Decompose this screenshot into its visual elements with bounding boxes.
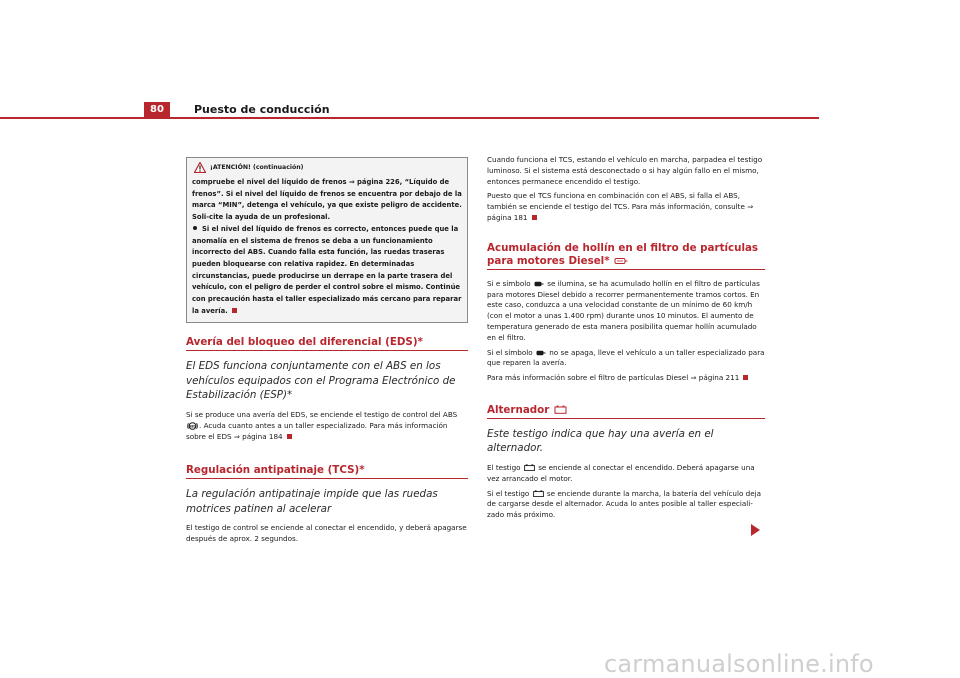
dpf-heading-text: Acumulación de hollín en el filtro de partículas para motores Diesel* [487, 241, 759, 267]
dpf-text-2a: Si el símbolo [487, 347, 533, 357]
alternator-text-1b: se enciende al conectar el encendido. Deberá apagarse una vez arrancado el motor. [487, 462, 755, 483]
left-column [186, 157, 468, 549]
alternator-text-1a: El testigo [487, 462, 521, 472]
alternator-paragraph-2 [487, 489, 765, 521]
alternator-paragraph-1 [487, 463, 765, 485]
tcs-flash-paragraph: Cuando funciona el TCS, estando el vehículo en marcha, parpadea el testigo luminoso. Si el sistema está desconectado o si hay algún fallo en el mismo, entonces permanece encendido el testigo. [487, 155, 763, 186]
page-title: Puesto de conducción [194, 103, 330, 116]
warning-text-2: Si el nivel del líquido de frenos es correcto, entonces puede que la anomalía en el sistema de frenos se deba a un funcionamiento incorrecto del ABS. Cuando falla esta función, las ruedas traseras pueden bloquearse con relativa rapidez. En determinadas circunstancias, puede producirse un derrape en la parte trasera del vehículo, con el peligro de perder el control sobre el mismo. Continúe con precaución hasta el taller especializado más cercano para reparar la avería. [192, 224, 462, 315]
alternator-heading-text: Alternador [487, 403, 550, 416]
dpf-paragraph-3 [487, 373, 765, 384]
warning-paragraph-1 [192, 177, 462, 224]
dpf-heading [487, 242, 765, 270]
watermark: carmanualsonline.info [604, 650, 874, 678]
warning-box [186, 157, 468, 323]
end-marker-icon [232, 308, 237, 313]
end-marker-icon [287, 434, 292, 439]
warning-title: ¡ATENCIÓN! (continuación) [210, 163, 304, 171]
bullet-icon [193, 226, 197, 230]
end-marker-icon [532, 215, 537, 220]
dpf-paragraph-2 [487, 348, 765, 370]
abs-warning-icon [187, 422, 198, 430]
eds-subtitle: El EDS funciona conjuntamente con el ABS en los vehículos equipados con el Programa Electrónico de Estabilización (ESP)* [186, 360, 456, 402]
dpf-paragraph-1 [487, 279, 765, 344]
warning-triangle-icon [194, 162, 206, 173]
alternator-text-2b: se enciende durante la marcha, la batería del vehículo deja de cargarse desde el alternador. Acuda lo antes posible al taller especiali-zado más próximo. [487, 488, 762, 520]
tcs-body: El testigo de control se enciende al conectar el encendido, y deberá apagarse después de aprox. 2 segundos. [186, 523, 467, 544]
eds-body-text-b: . Acuda cuanto antes a un taller especializado. Para más información sobre el EDS ⇒ página 184 [186, 420, 448, 441]
alternator-subtitle: Este testigo indica que hay una avería en el alternador. [487, 427, 714, 455]
end-marker-icon [743, 375, 748, 380]
battery-icon [554, 405, 567, 414]
warning-paragraph-2 [192, 224, 462, 318]
page-number: 80 [144, 102, 170, 117]
eds-body-text-a: Si se produce una avería del EDS, se enciende el testigo de control del ABS [186, 409, 458, 419]
svg-text:ABS: ABS [188, 424, 197, 429]
eds-heading: Avería del bloqueo del diferencial (EDS)* [186, 336, 468, 351]
dpf-text-1a: Si e símbolo [487, 278, 531, 288]
alternator-heading [487, 404, 765, 419]
header-rule [0, 117, 819, 119]
warning-text-1: compruebe el nivel del líquido de frenos ⇒ página 226, “Líquido de frenos”. Si el nivel del líquido de frenos se encuentra por debajo de la marca “MIN”, detenga el vehículo, ya que existe peligro de accidente. Soli-cite la ayuda de un profesional. [192, 178, 462, 222]
tcs-subtitle: La regulación antipatinaje impide que las ruedas motrices patinen al acelerar [186, 488, 438, 515]
warning-header [192, 161, 462, 174]
diesel-particulate-filter-icon [536, 350, 546, 356]
dpf-text-2b: no se apaga, lleve el vehículo a un taller especializado para que reparen la avería. [487, 347, 765, 368]
battery-icon [533, 490, 544, 497]
alternator-text-2a: Si el testigo [487, 488, 530, 498]
right-column [487, 155, 765, 525]
next-page-arrow-icon [751, 524, 760, 536]
battery-icon [524, 464, 535, 471]
diesel-particulate-filter-icon [534, 281, 544, 287]
dpf-text-1b: se ilumina, se ha acumulado hollín en el filtro de partículas para motores Diesel debido a recorrer permanentemente tramos cortos. En este caso, conduzca a una velocidad constante de un mínimo de 60 km/h (con el motor a unas 1.400 rpm) durante unos 10 minutos. El aumento de temperatura generado de esta manera posibilita quemar hollín acumulado en el filtro. [487, 278, 760, 342]
dpf-text-3: Para más información sobre el filtro de partículas Diesel ⇒ página 211 [487, 373, 740, 383]
eds-body [186, 410, 468, 442]
tcs-heading: Regulación antipatinaje (TCS)* [186, 464, 468, 479]
diesel-particulate-filter-icon [614, 257, 628, 265]
tcs-abs-paragraph [487, 191, 765, 223]
tcs-abs-text: Puesto que el TCS funciona en combinación con el ABS, si falla el ABS, también se enciende el testigo del TCS. Para más información, consulte ⇒ página 181 [487, 191, 754, 222]
